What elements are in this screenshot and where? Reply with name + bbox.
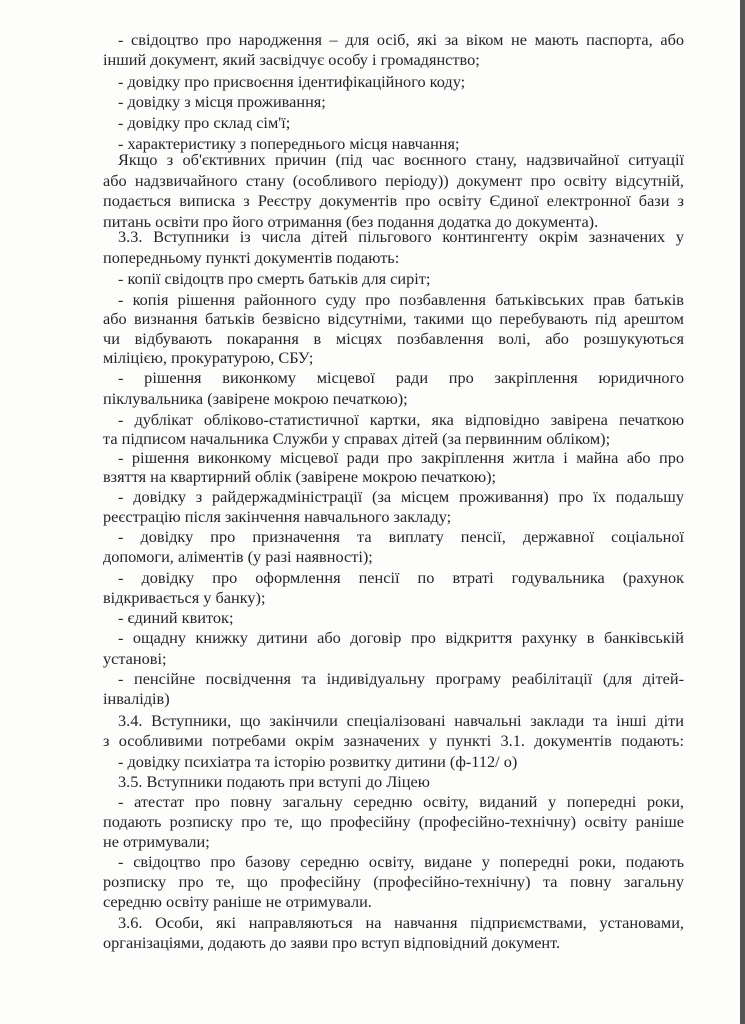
text-line: - довідку про призначення та виплату пенсії, державної соціальної (118, 527, 684, 546)
text-line: - довідку з місця проживання; (118, 92, 326, 111)
text-line: Якщо з об'єктивних причин (під час воєнного стану, надзвичайної ситуації (118, 150, 684, 169)
text-line: та підписом начальника Служби у справах дітей (за первинним обліком); (103, 429, 611, 448)
text-line: подають розписку про те, що професійну (професійно-технічну) освіту раніше (103, 812, 684, 831)
text-line: - рішення виконкому місцевої ради про закріплення житла і майна або про (118, 448, 684, 467)
text-line: з особливими потребами окрім зазначених у пункті 3.1. документів подають: (103, 731, 684, 750)
text-line: 3.5. Вступники подають при вступі до Ліцею (118, 772, 430, 791)
text-line: інвалідів) (103, 689, 170, 708)
text-line: установі; (103, 649, 167, 668)
text-line: або визнання батьків безвісно відсутніми, такими що перебувають під арештом (103, 309, 684, 328)
text-line: інший документ, який засвідчує особу і громадянство; (103, 50, 480, 69)
text-line: попередньому пункті документів подають: (103, 248, 400, 267)
text-line: або надзвичайного стану (особливого періоду)) документ про освіту відсутній, (103, 171, 684, 190)
text-line: 3.6. Особи, які направляються на навчання підприємствами, установами, (118, 913, 684, 932)
text-line: подається виписка з Реєстру документів про освіту Єдиної електронної бази з (103, 191, 684, 210)
text-line: відкривається у банку); (103, 588, 266, 607)
text-line: взяття на квартирний облік (завірене мокрою печаткою); (103, 467, 497, 486)
text-line: організаціями, додають до заяви про вступ відповідний документ. (103, 933, 561, 952)
text-line: - копії свідоцтв про смерть батьків для сиріт; (118, 269, 431, 288)
text-line: міліцією, прокуратурою, СБУ; (103, 348, 314, 367)
text-line: - довідку про присвоєння ідентифікаційного коду; (118, 72, 466, 91)
text-line: - ощадну книжку дитини або договір про відкриття рахунку в банківській (118, 628, 684, 647)
text-line: питань освіти про його отримання (без подання додатка до документа). (103, 212, 599, 231)
text-line: 3.3. Вступники із числа дітей пільгового контингенту окрім зазначених у (118, 227, 684, 246)
text-line: - довідку з райдержадміністрації (за місцем проживання) про їх подальшу (118, 487, 684, 506)
text-line: чи відбувають покарання в місцях позбавлення волі, або розшукуються (103, 329, 684, 348)
text-line: - свідоцтво про базову середню освіту, видане у попередні роки, подають (118, 852, 684, 871)
text-line: реєстрацію після закінчення навчального закладу; (103, 507, 452, 526)
text-line: - довідку про оформлення пенсії по втраті годувальника (рахунок (118, 568, 684, 587)
text-line: - свідоцтво про народження – для осіб, які за віком не мають паспорта, або (118, 30, 684, 49)
text-line: - довідку психіатра та історію розвитку дитини (ф-112/ о) (118, 752, 518, 771)
text-line: - копія рішення районного суду про позбавлення батьківських прав батьків (118, 290, 684, 309)
text-line: - єдиний квиток; (118, 608, 234, 627)
text-line: піклувальника (завірене мокрою печаткою); (103, 389, 408, 408)
text-line: - довідку про склад сім'ї; (118, 113, 291, 132)
text-line: не отримували; (103, 832, 210, 851)
text-line: - атестат про повну загальну середню освіту, виданий у попередні роки, (118, 792, 684, 811)
text-line: - дублікат обліково-статистичної картки, яка відповідно завірена печаткою (118, 410, 684, 429)
text-line: - характеристику з попереднього місця навчання; (118, 134, 460, 153)
text-line: - рішення виконкому місцевої ради про закріплення юридичного (118, 368, 684, 387)
scan-edge-shadow (740, 0, 745, 1024)
text-line: середню освіту раніше не отримували. (103, 892, 372, 911)
text-line: розписку про те, що професійну (професійно-технічну) та повну загальну (103, 872, 684, 891)
text-line: - пенсійне посвідчення та індивідуальну програму реабілітації (для дітей- (118, 669, 684, 688)
text-line: допомоги, аліментів (у разі наявності); (103, 547, 373, 566)
text-line: 3.4. Вступники, що закінчили спеціалізовані навчальні заклади та інші діти (118, 711, 684, 730)
